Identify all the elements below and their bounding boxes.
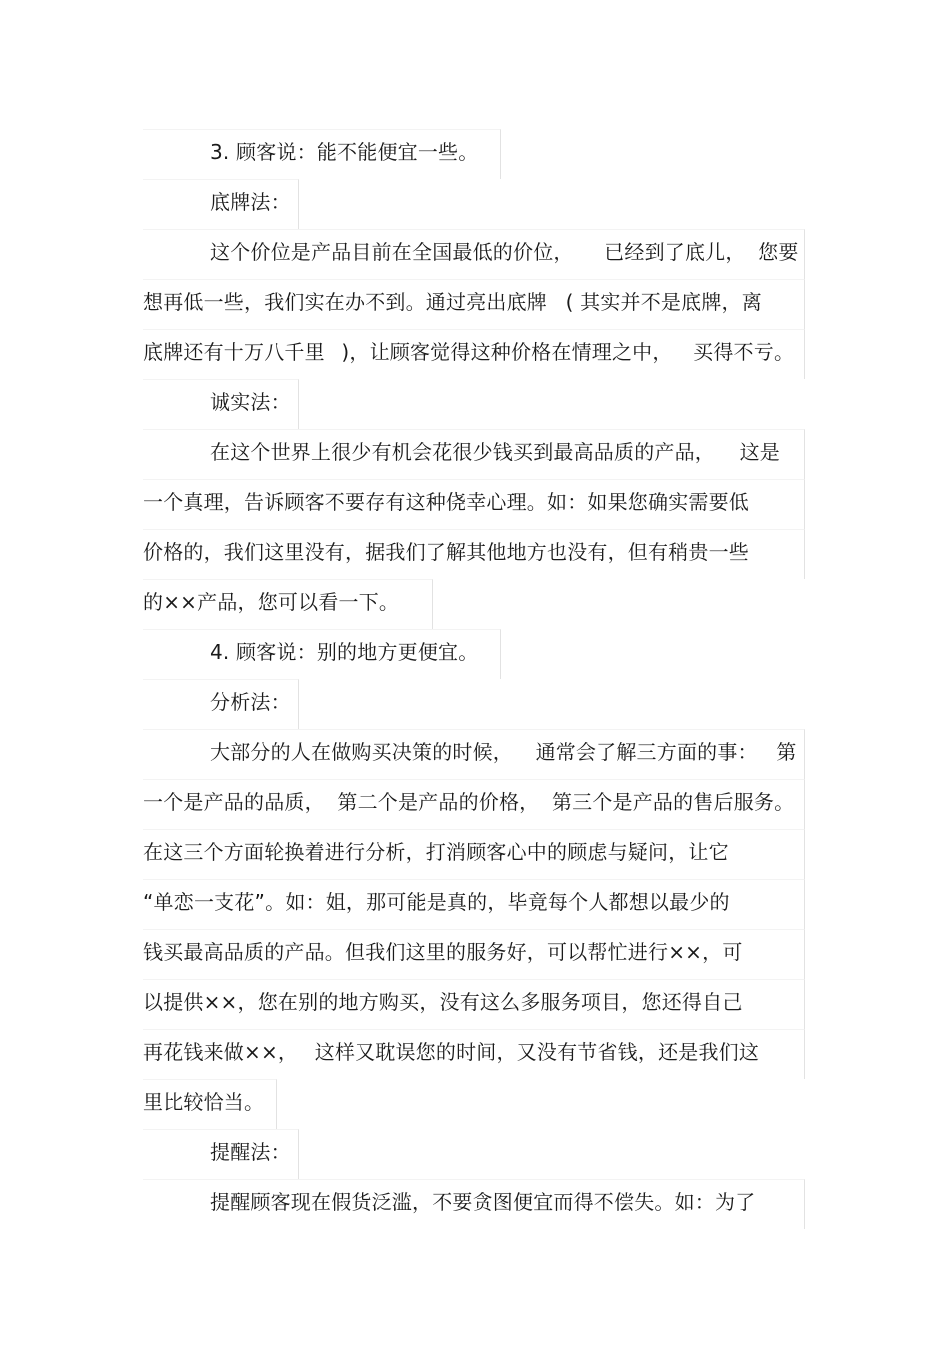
paragraph-line xyxy=(143,979,805,1029)
text-segment: 底牌还有十万八千里 xyxy=(143,340,325,364)
text-segment: 第三个是产品的售后服务。 xyxy=(551,790,795,814)
text-segment: 第二个是产品的价格， xyxy=(337,790,540,814)
text-segment: 这是 xyxy=(739,440,780,464)
paragraph-line xyxy=(143,779,805,829)
text-segment: 这个价位是产品目前在全国最低的价位， xyxy=(210,240,574,264)
text-segment: 里比较恰当。 xyxy=(143,1090,265,1114)
heading-question-4 xyxy=(143,629,501,679)
text-segment: 提醒顾客现在假货泛滥，不要贪图便宜而得不偿失。如：为了 xyxy=(210,1190,756,1214)
heading-method-dipai xyxy=(143,179,299,229)
text-segment: 的××产品，您可以看一下。 xyxy=(143,590,400,614)
paragraph-line xyxy=(143,929,805,979)
paragraph-line xyxy=(143,879,805,929)
text-segment: 您要 xyxy=(758,240,799,264)
paragraph-line xyxy=(143,229,805,279)
text-segment: 一个真理，告诉顾客不要存有这种侥幸心理。如：如果您确实需要低 xyxy=(143,490,749,514)
heading-method-tixing xyxy=(143,1129,299,1179)
paragraph-line xyxy=(143,279,805,329)
text-segment: “单恋一支花”。如：姐，那可能是真的，毕竟每个人都想以最少的 xyxy=(143,890,730,914)
paragraph-line xyxy=(143,729,805,779)
text-segment: 底牌法： xyxy=(210,190,291,214)
heading-method-fenxi xyxy=(143,679,299,729)
text-segment: 以提供××，您在别的地方购买，没有这么多服务项目，您还得自己 xyxy=(143,990,743,1014)
text-segment: 买得不亏。 xyxy=(693,340,795,364)
text-segment: 大部分的人在做购买决策的时候， xyxy=(210,740,513,764)
text-segment: 一个是产品的品质， xyxy=(143,790,325,814)
text-segment: 这样又耽误您的时间，又没有节省钱，还是我们这 xyxy=(314,1040,760,1064)
heading-method-chengshi xyxy=(143,379,299,429)
text-segment: 分析法： xyxy=(210,690,291,714)
text-segment: )，让顾客觉得这种价格在情理之中， xyxy=(341,340,673,364)
text-segment: 第 xyxy=(776,740,797,764)
paragraph-line xyxy=(143,829,805,879)
text-segment: 想再低一些，我们实在办不到。通过亮出底牌 xyxy=(143,290,547,314)
text-segment: 3. 顾客说：能不能便宜一些。 xyxy=(210,140,479,164)
text-segment: 已经到了底儿， xyxy=(604,240,746,264)
text-segment: 通常会了解三方面的事： xyxy=(535,740,758,764)
paragraph-line xyxy=(143,429,805,479)
text-segment: 提醒法： xyxy=(210,1140,291,1164)
text-segment: 诚实法： xyxy=(210,390,291,414)
paragraph-line xyxy=(143,1079,277,1129)
text-segment: 再花钱来做××， xyxy=(143,1040,299,1064)
paragraph-line xyxy=(143,529,805,579)
paragraph-line xyxy=(143,579,433,629)
text-segment: ( 其实并不是底牌，离 xyxy=(565,290,762,314)
paragraph-line xyxy=(143,329,805,379)
text-segment: 4. 顾客说：别的地方更便宜。 xyxy=(210,640,479,664)
text-segment: 钱买最高品质的产品。但我们这里的服务好，可以帮忙进行××，可 xyxy=(143,940,743,964)
heading-question-3 xyxy=(143,129,501,179)
paragraph-line xyxy=(143,1179,805,1229)
text-segment: 在这三个方面轮换着进行分析，打消顾客心中的顾虑与疑问，让它 xyxy=(143,840,729,864)
text-segment: 在这个世界上很少有机会花很少钱买到最高品质的产品， xyxy=(210,440,715,464)
paragraph-line xyxy=(143,479,805,529)
text-segment: 价格的，我们这里没有，据我们了解其他地方也没有，但有稍贵一些 xyxy=(143,540,749,564)
paragraph-line xyxy=(143,1029,805,1079)
